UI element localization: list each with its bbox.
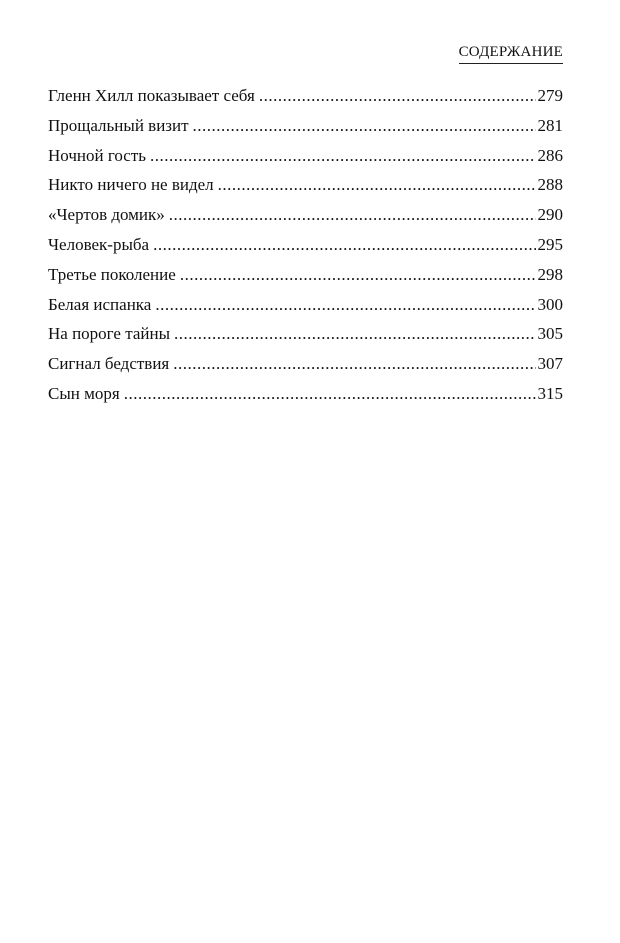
toc-entry-title: Человек-рыба bbox=[48, 234, 150, 254]
toc-entry-page: 315 bbox=[537, 383, 563, 403]
toc-entry-title: «Чертов домик» bbox=[48, 205, 165, 225]
dot-leader bbox=[259, 86, 536, 106]
toc-entry-title: Сигнал бедствия bbox=[48, 354, 170, 374]
toc-entry-title: Сын моря bbox=[48, 383, 120, 403]
toc-entry bbox=[48, 354, 563, 384]
toc-entry-title: Ночной гость bbox=[48, 145, 147, 165]
dot-leader bbox=[173, 354, 535, 374]
toc-entry-page: 298 bbox=[537, 264, 563, 284]
toc-entry bbox=[48, 86, 563, 116]
toc-entry-page: 290 bbox=[537, 205, 563, 225]
running-head: СОДЕРЖАНИЕ bbox=[459, 44, 563, 64]
toc-entry bbox=[48, 295, 563, 325]
dot-leader bbox=[193, 116, 536, 136]
toc-entry bbox=[48, 235, 563, 265]
toc-entry-page: 307 bbox=[537, 354, 563, 374]
table-of-contents bbox=[48, 86, 563, 414]
toc-entry-page: 300 bbox=[537, 294, 563, 314]
toc-entry bbox=[48, 265, 563, 295]
toc-entry-title: Гленн Хилл показывает себя bbox=[48, 86, 255, 105]
toc-entry-page: 286 bbox=[537, 145, 563, 165]
toc-entry-title: На пороге тайны bbox=[48, 324, 171, 344]
dot-leader bbox=[150, 146, 535, 166]
toc-entry bbox=[48, 116, 563, 146]
toc-entry-page: 281 bbox=[537, 115, 563, 135]
dot-leader bbox=[218, 175, 536, 195]
dot-leader bbox=[169, 205, 536, 225]
toc-entry bbox=[48, 384, 563, 414]
toc-entry-page: 279 bbox=[537, 86, 563, 105]
dot-leader bbox=[155, 295, 535, 315]
toc-entry-title: Белая испанка bbox=[48, 294, 152, 314]
toc-entry-page: 288 bbox=[537, 175, 563, 195]
dot-leader bbox=[180, 265, 536, 285]
dot-leader bbox=[174, 324, 535, 344]
toc-entry-page: 305 bbox=[537, 324, 563, 344]
dot-leader bbox=[153, 235, 535, 255]
toc-entry-title: Прощальный визит bbox=[48, 115, 189, 135]
toc-entry bbox=[48, 324, 563, 354]
toc-entry bbox=[48, 146, 563, 176]
toc-entry-page: 295 bbox=[537, 234, 563, 254]
toc-entry bbox=[48, 175, 563, 205]
toc-entry-title: Никто ничего не видел bbox=[48, 175, 214, 195]
toc-entry-title: Третье поколение bbox=[48, 264, 176, 284]
dot-leader bbox=[124, 384, 536, 404]
toc-entry bbox=[48, 205, 563, 235]
